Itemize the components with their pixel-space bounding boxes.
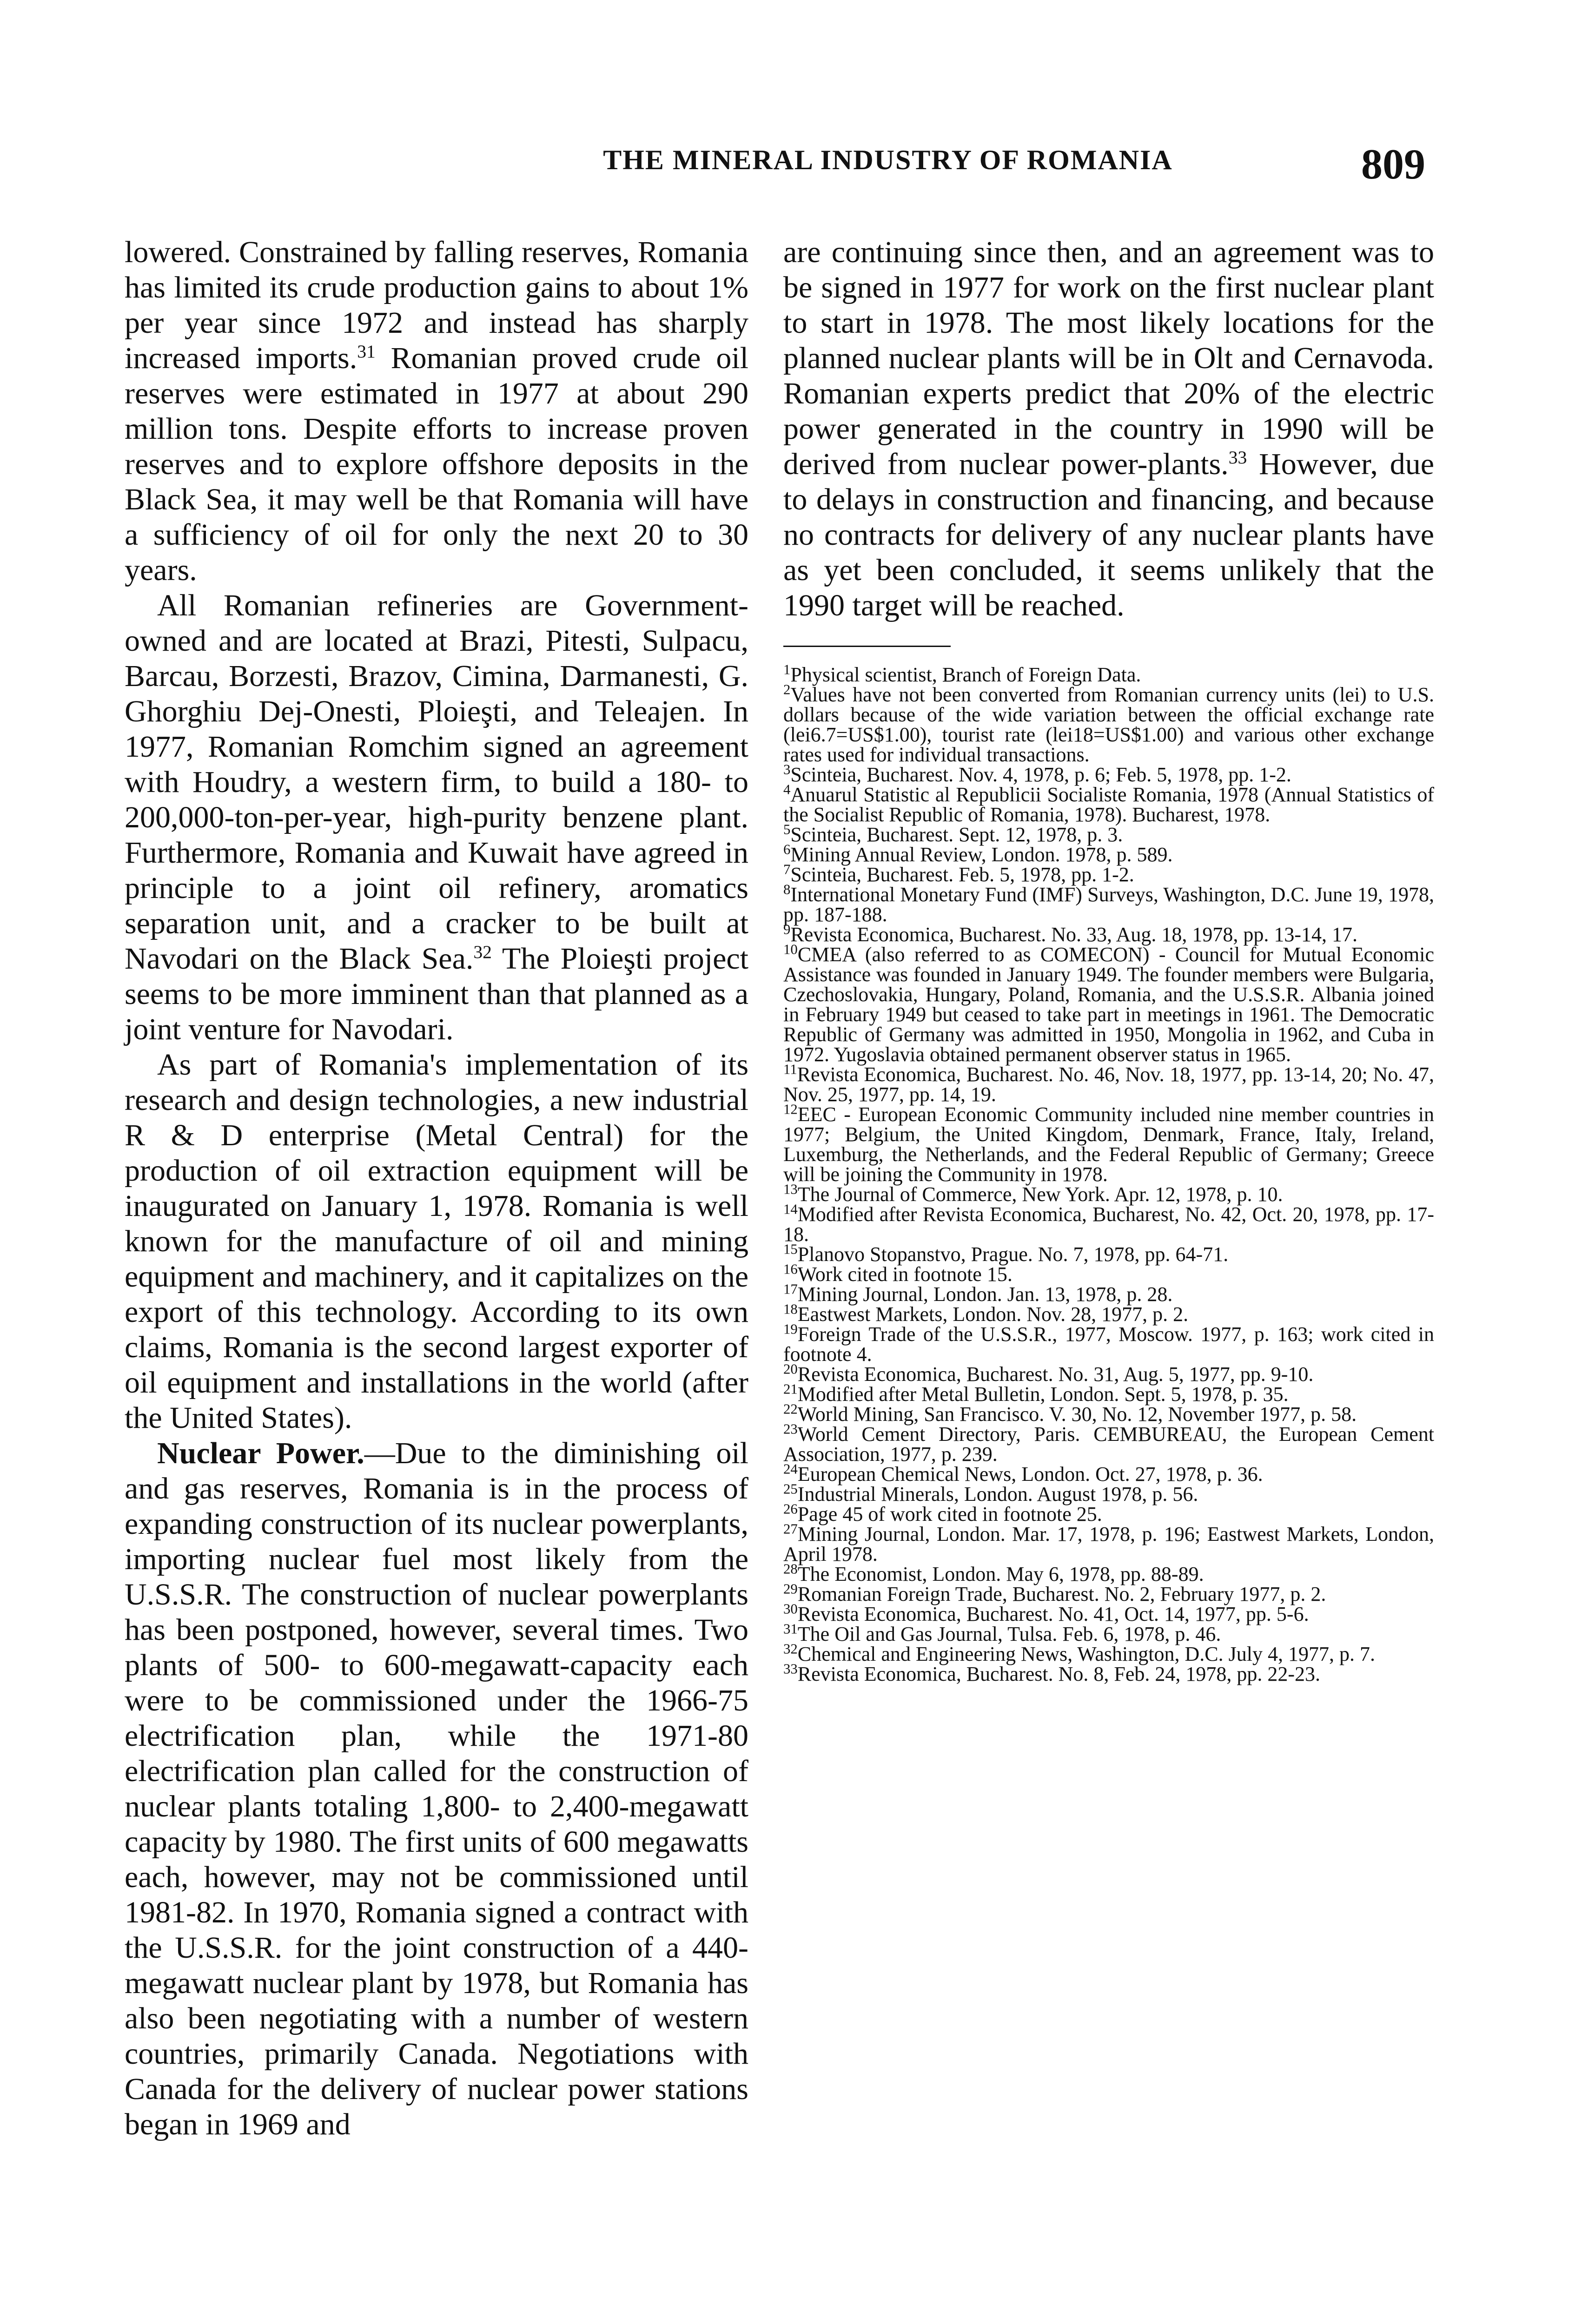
footnote-number: 8 [783, 881, 791, 898]
footnote-text: Scinteia, Bucharest. Feb. 5, 1978, pp. 1-2. [790, 863, 1134, 886]
footnote-text: Modified after Revista Economica, Bucharest, No. 42, Oct. 20, 1978, pp. 17-18. [783, 1203, 1434, 1246]
footnote-number: 6 [783, 841, 791, 858]
footnote-text: Work cited in footnote 15. [797, 1263, 1013, 1286]
footnote [783, 1561, 1434, 1585]
footnote-number: 29 [783, 1581, 798, 1597]
footnote-text: Revista Economica, Bucharest. No. 8, Feb. 24, 1978, pp. 22-23. [797, 1663, 1321, 1685]
footnote-number: 20 [783, 1361, 798, 1377]
footnote [783, 921, 1434, 946]
footnote-text: Chemical and Engineering News, Washington, D.C. July 4, 1977, p. 7. [797, 1643, 1375, 1665]
footnote-text: The Economist, London. May 6, 1978, pp. 88-89. [797, 1563, 1204, 1585]
footnote-number: 4 [783, 781, 791, 798]
footnote-text: European Chemical News, London. Oct. 27, 1978, p. 36. [797, 1463, 1263, 1486]
footnote [783, 1381, 1434, 1406]
footnote [783, 1601, 1434, 1625]
footnote [783, 1621, 1434, 1645]
footnote-text: CMEA (also referred to as COMECON) - Council for Mutual Economic Assistance was founded in January 1949. The founder members were Bulgaria, Czechoslovakia, Hungary, Poland, Romania, and the U.S.S.R. Albania joined in February 1949 but ceased to take part in meetings in 1961. The Democratic Republic of Germany was admitted in 1950, Mongolia in 1962, and Cuba in 1972. Yugoslavia obtained permanent observer status in 1965. [783, 943, 1434, 1066]
footnote-ref: 31 [357, 341, 376, 362]
footnote-divider [783, 646, 951, 647]
footnote-text: The Oil and Gas Journal, Tulsa. Feb. 6, 1978, p. 46. [797, 1623, 1221, 1645]
footnote-text: Values have not been converted from Romanian currency units (lei) to U.S. dollars because of the wide variation between the official exchange rate (lei6.7=US$1.00), tourist rate (lei18=US$1.00) and various other exchange rates used for individual transactions. [783, 683, 1434, 766]
body-paragraph: are continuing since then, and an agreement was to be signed in 1977 for work on the first nuclear plant to start in 1978. The most likely locations for the planned nuclear plants will be in Olt and Cernavoda. Romanian experts predict that 20% of the electric power generated in the country in 1990 will be derived from nuclear power-plants.$^{33}$ However, due to delays in construction and financing, and because no contracts for delivery of any nuclear plants have as yet been concluded, it seems unlikely that the 1990 target will be reached. [783, 235, 1435, 622]
footnote-number: 25 [783, 1481, 798, 1497]
right-column [783, 235, 1434, 1684]
footnote [783, 861, 1434, 886]
footnote-text: Planovo Stopanstvo, Prague. No. 7, 1978, pp. 64-71. [797, 1243, 1229, 1266]
footnote [783, 1261, 1434, 1286]
running-head [0, 139, 1595, 205]
footnote-ref: 32 [473, 942, 492, 962]
footnote-text: Scinteia, Bucharest. Sept. 12, 1978, p. 3. [790, 823, 1123, 846]
footnote [783, 1581, 1434, 1605]
footnote-number: 13 [783, 1181, 798, 1197]
footnote-text: Foreign Trade of the U.S.S.R., 1977, Moscow. 1977, p. 163; work cited in footnote 4. [783, 1323, 1434, 1366]
footnote [783, 661, 1434, 686]
footnote-number: 11 [783, 1061, 797, 1077]
footnote-text: Page 45 of work cited in footnote 25. [797, 1503, 1102, 1525]
footnote-number: 9 [783, 921, 791, 938]
body-paragraph: All Romanian refineries are Government-owned and are located at Brazi, Pitesti, Sulpacu, Barcau, Borzesti, Brazov, Cimina, Darmanesti, G. Ghorghiu Dej-Onesti, Ploieşti, and Teleajen. In 1977, Romanian Romchim signed an agreement with Houdry, a western firm, to build a 180- to 200,000-ton-per-year, high-purity benzene plant. Furthermore, Romania and Kuwait have agreed in principle to a joint oil refinery, aromatics separation unit, and a cracker to be built at Navodari on the Black Sea.$^{32}$ The Ploieşti project seems to be more imminent than that planned as a joint venture for Navodari. [125, 588, 748, 1046]
footnote-text: Eastwest Markets, London. Nov. 28, 1977, p. 2. [797, 1303, 1189, 1326]
footnote-number: 31 [783, 1621, 798, 1637]
footnote [783, 1481, 1434, 1505]
footnote [783, 1501, 1434, 1525]
footnote-number: 3 [783, 761, 791, 778]
footnote-number: 26 [783, 1501, 798, 1517]
footnote-number: 17 [783, 1281, 798, 1297]
footnote [783, 1321, 1434, 1366]
footnote-number: 1 [783, 661, 791, 678]
footnote [783, 941, 1434, 1066]
footnote-number: 32 [783, 1641, 798, 1657]
footnote-number: 22 [783, 1401, 798, 1417]
footnote [783, 1301, 1434, 1326]
footnote-text: World Cement Directory, Paris. CEMBUREAU, the European Cement Association, 1977, p. 239. [783, 1423, 1434, 1466]
footnote [783, 1201, 1434, 1246]
running-head-title: THE MINERAL INDUSTRY OF ROMANIA [603, 145, 1173, 175]
footnote-text: World Mining, San Francisco. V. 30, No. 12, November 1977, p. 58. [797, 1403, 1357, 1426]
footnote [783, 1521, 1434, 1565]
footnote [783, 1181, 1434, 1206]
footnote-number: 33 [783, 1661, 798, 1677]
footnote [783, 1401, 1434, 1426]
left-column [125, 235, 748, 2142]
footnote-text: Romanian Foreign Trade, Bucharest. No. 2, February 1977, p. 2. [797, 1583, 1326, 1605]
footnote-ref: 33 [1228, 447, 1247, 468]
footnote-number: 27 [783, 1521, 798, 1537]
footnote-number: 7 [783, 861, 791, 878]
footnote [783, 1281, 1434, 1306]
footnote-text: EEC - European Economic Community included nine member countries in 1977; Belgium, the United Kingdom, Denmark, France, Italy, Ireland, Luxemburg, the Netherlands, and the Federal Republic of Germany; Greece will be joining the Community in 1978. [783, 1103, 1434, 1186]
footnote-number: 19 [783, 1321, 798, 1337]
footnote-text: Mining Annual Review, London. 1978, p. 589. [790, 843, 1173, 866]
footnote [783, 881, 1434, 926]
footnote [783, 781, 1434, 826]
footnote-number: 24 [783, 1461, 798, 1477]
footnote-text: Revista Economica, Bucharest. No. 31, Aug. 5, 1977, pp. 9-10. [797, 1363, 1314, 1386]
footnote-number: 14 [783, 1201, 798, 1217]
footnote-text: Anuarul Statistic al Republicii Socialiste Romania, 1978 (Annual Statistics of the Socialist Republic of Romania, 1978). Bucharest, 1978. [783, 783, 1434, 826]
footnote-text: The Journal of Commerce, New York. Apr. 12, 1978, p. 10. [797, 1183, 1283, 1206]
footnote [783, 1421, 1434, 1466]
footnote-text: Modified after Metal Bulletin, London. Sept. 5, 1978, p. 35. [797, 1383, 1289, 1406]
footnote-text: Physical scientist, Branch of Foreign Data. [790, 663, 1141, 686]
footnote-number: 21 [783, 1381, 798, 1397]
body-paragraph: As part of Romania's implementation of its research and design technologies, a new industrial R & D enterprise (Metal Central) for the production of oil extraction equipment will be inaugurated on January 1, 1978. Romania is well known for the manufacture of oil and mining equipment and machinery, and it capitalizes on the export of this technology. According to its own claims, Romania is the second largest exporter of oil equipment and installations in the world (after the United States). [125, 1048, 748, 1435]
footnote [783, 1061, 1434, 1106]
footnote-number: 18 [783, 1301, 798, 1317]
footnote-text: Revista Economica, Bucharest. No. 46, Nov. 18, 1977, pp. 13-14, 20; No. 47, Nov. 25, 1977, pp. 14, 19. [783, 1063, 1434, 1106]
footnote [783, 1461, 1434, 1486]
footnote [783, 1661, 1434, 1685]
footnote-number: 16 [783, 1261, 798, 1277]
footnote-number: 12 [783, 1101, 798, 1117]
page-number: 809 [1361, 140, 1425, 188]
footnote-text: Revista Economica, Bucharest. No. 33, Aug. 18, 1978, pp. 13-14, 17. [790, 923, 1358, 946]
footnote-text: Revista Economica, Bucharest. No. 41, Oct. 14, 1977, pp. 5-6. [797, 1603, 1309, 1625]
footnote [783, 681, 1434, 766]
footnote [783, 1241, 1434, 1266]
footnote-number: 15 [783, 1241, 798, 1257]
footnote-text: Industrial Minerals, London. August 1978, p. 56. [797, 1483, 1198, 1505]
footnote-number: 28 [783, 1561, 798, 1577]
section-heading: Nuclear Power. [157, 1436, 364, 1470]
footnotes [783, 661, 1434, 1685]
footnote [783, 761, 1434, 786]
footnote [783, 1641, 1434, 1665]
footnote [783, 1361, 1434, 1386]
footnote-number: 10 [783, 941, 798, 957]
footnote-number: 30 [783, 1601, 798, 1617]
footnote [783, 1101, 1434, 1186]
body-paragraph: lowered. Constrained by falling reserves, Romania has limited its crude production gains to about 1% per year since 1972 and instead has sharply increased imports.$^{31}$ Romanian proved crude oil reserves were estimated in 1977 at about 290 million tons. Despite efforts to increase proven reserves and to explore offshore deposits in the Black Sea, it may well be that Romania will have a sufficiency of oil for only the next 20 to 30 years. [125, 235, 748, 587]
footnote [783, 821, 1434, 846]
footnote-text: Scinteia, Bucharest. Nov. 4, 1978, p. 6; Feb. 5, 1978, pp. 1-2. [790, 763, 1291, 786]
footnote-number: 5 [783, 821, 791, 838]
footnote-text: International Monetary Fund (IMF) Surveys, Washington, D.C. June 19, 1978, pp. 187-188. [783, 883, 1434, 926]
footnote [783, 841, 1434, 866]
footnote-text: Mining Journal, London. Mar. 17, 1978, p. 196; Eastwest Markets, London, April 1978. [783, 1523, 1434, 1565]
footnote-number: 23 [783, 1421, 798, 1437]
footnote-text: Mining Journal, London. Jan. 13, 1978, p. 28. [797, 1283, 1173, 1306]
body-paragraph: Nuclear Power.—Due to the diminishing oil and gas reserves, Romania is in the process of expanding construction of its nuclear powerplants, importing nuclear fuel most likely from the U.S.S.R. The construction of nuclear powerplants has been postponed, however, several times. Two plants of 500- to 600-megawatt-capacity each were to be commissioned under the 1966-75 electrification plan, while the 1971-80 electrification plan called for the construction of nuclear plants totaling 1,800- to 2,400-megawatt capacity by 1980. The first units of 600 megawatts each, however, may not be commissioned until 1981-82. In 1970, Romania signed a contract with the U.S.S.R. for the joint construction of a 440-megawatt nuclear plant by 1978, but Romania has also been negotiating with a number of western countries, primarily Canada. Negotiations with Canada for the delivery of nuclear power stations began in 1969 and [125, 1436, 749, 2141]
footnote-number: 2 [783, 681, 791, 698]
